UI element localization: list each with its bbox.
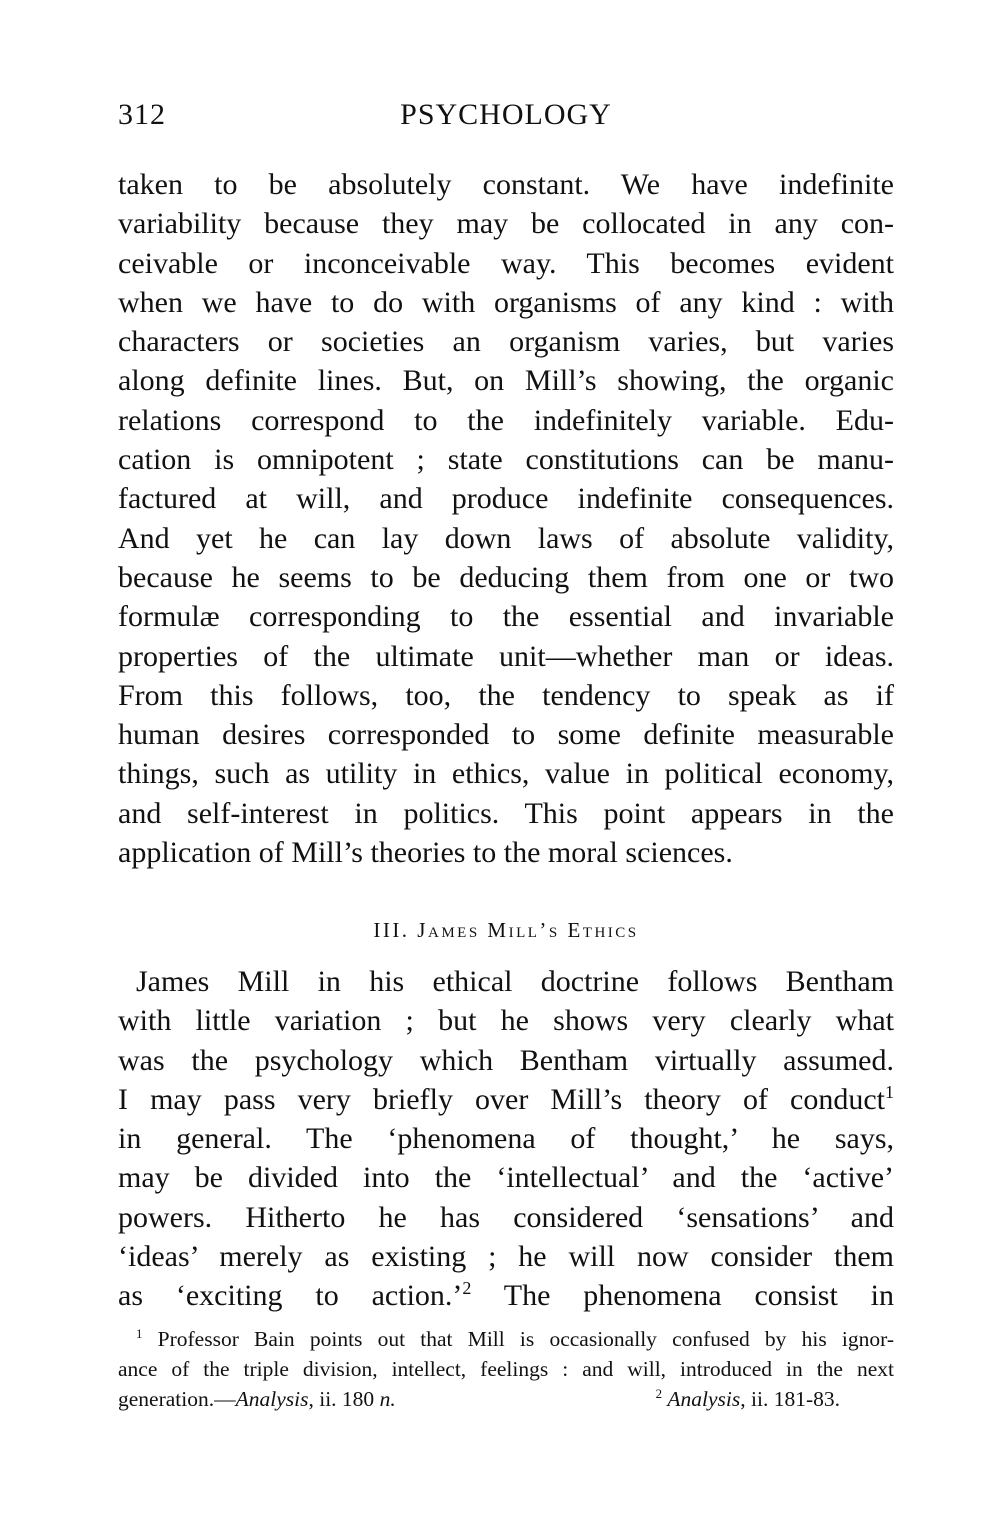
text-line (118, 1080, 894, 1119)
running-title: PSYCHOLOGY (400, 98, 612, 131)
text-line: because he seems to be deducing them from one or two (118, 560, 894, 594)
footnote-line-final (118, 1384, 894, 1414)
text-line: variability because they may be collocated in any con- (118, 207, 894, 241)
text-line: factured at will, and produce indefinite consequences. (118, 482, 894, 516)
section-heading: III. James Mill’s Ethics (373, 918, 639, 942)
text-line: And yet he can lay down laws of absolute validity, (118, 521, 894, 555)
text-line: in general. The ‘phenomena of thought,’ he says, (118, 1122, 894, 1156)
footnote-text: generation.— (118, 1387, 236, 1411)
text-span: as ‘exciting to action.’ (118, 1279, 463, 1313)
text-line: ‘ideas’ merely as existing ; he will now consider them (118, 1240, 894, 1274)
footnote-marker: 2 (655, 1386, 663, 1401)
text-line: was the psychology which Bentham virtually assumed. (118, 1043, 894, 1077)
footnote-marker: 1 (136, 1326, 143, 1341)
footnote-text: Professor Bain points out that Mill is occasionally confused by his ignor- (142, 1327, 894, 1351)
text-line (118, 1276, 894, 1315)
footnote-note-abbrev: n. (379, 1387, 396, 1411)
text-line: human desires corresponded to some definite measurable (118, 718, 894, 752)
text-span: The phenomena consist in (471, 1279, 894, 1313)
text-line: and self-interest in politics. This point appears in the (118, 796, 894, 830)
text-line: along definite lines. But, on Mill’s showing, the organic (118, 364, 894, 398)
footnote-1-end (118, 1384, 396, 1414)
text-line: cation is omnipotent ; state constitutions can be manu- (118, 443, 894, 477)
page-header (118, 98, 894, 138)
text-line: powers. Hitherto he has considered ‘sensations’ and (118, 1200, 894, 1234)
footnotes (118, 1324, 894, 1414)
text-line: characters or societies an organism varies, but varies (118, 325, 894, 359)
text-line: taken to be absolutely constant. We have indefinite (118, 168, 894, 201)
footnote-citation: Analysis (667, 1387, 741, 1411)
text-line: may be divided into the ‘intellectual’ and the ‘active’ (118, 1161, 894, 1195)
paragraph-2 (118, 962, 894, 1316)
footnote-ref-2[interactable]: 2 (462, 1278, 472, 1299)
footnote-citation: Analysis (235, 1387, 309, 1411)
footnote-text: , ii. 181-83. (740, 1387, 840, 1411)
paragraph-1 (118, 165, 894, 872)
text-line: From this follows, too, the tendency to speak as if (118, 678, 894, 712)
text-line: formulæ corresponding to the essential and invariable (118, 600, 894, 634)
text-line: properties of the ultimate unit—whether man or ideas. (118, 639, 894, 673)
text-line: ceivable or inconceivable way. This becomes evident (118, 246, 894, 280)
text-line: things, such as utility in ethics, value in political economy, (118, 757, 894, 791)
footnote-1 (118, 1324, 894, 1354)
text-line: relations correspond to the indefinitely variable. Edu- (118, 403, 894, 437)
text-span: I may pass very briefly over Mill’s theory of conduct (118, 1082, 885, 1116)
page-number: 312 (118, 98, 166, 131)
footnote-2 (656, 1384, 894, 1414)
footnote-1-cont: ance of the triple division, intellect, feelings : and will, introduced in the next (118, 1357, 894, 1381)
text-line: when we have to do with organisms of any kind : with (118, 285, 894, 319)
footnote-text: , ii. 180 (308, 1387, 380, 1411)
footnote-ref-1[interactable]: 1 (885, 1081, 894, 1102)
text-line: James Mill in his ethical doctrine follows Bentham (136, 965, 894, 998)
text-line: application of Mill’s theories to the moral sciences. (118, 836, 733, 870)
text-line: with little variation ; but he shows very clearly what (118, 1004, 894, 1038)
